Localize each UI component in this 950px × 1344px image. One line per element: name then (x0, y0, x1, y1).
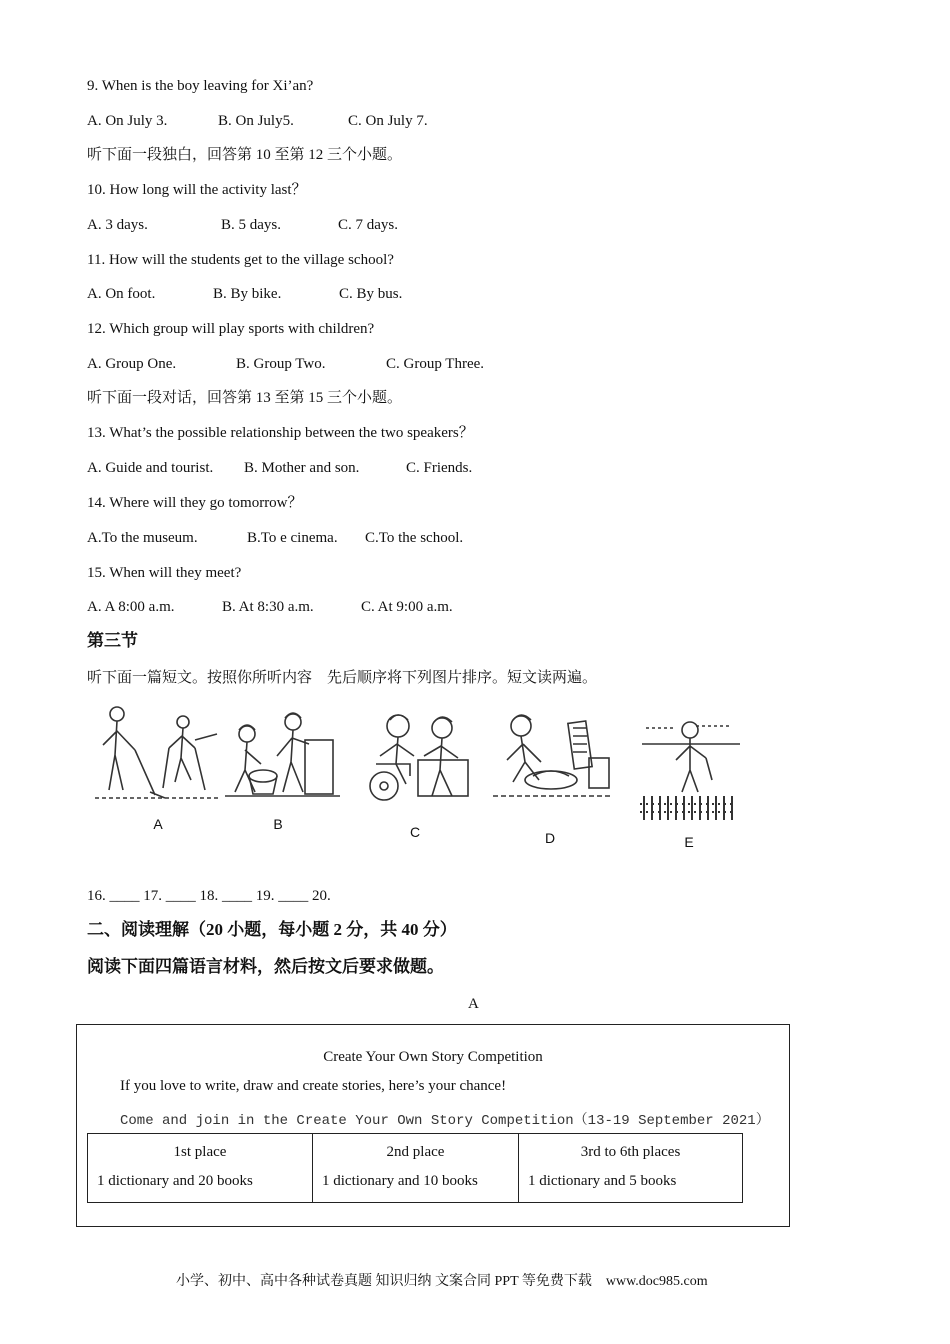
picture-a (95, 700, 220, 860)
picture-b (225, 700, 340, 860)
question-9: 9. When is the boy leaving for Xi’an? (87, 78, 314, 94)
option-9b: B. On July5. (218, 113, 294, 129)
picture-label-a: A (153, 816, 163, 832)
section-instruction: 听下面一篇短文。按照你所听内容 先后顺序将下列图片排序。短文读两遍。 (87, 670, 598, 686)
option-11c: C. By bus. (339, 286, 403, 302)
picture-label-d: D (544, 830, 556, 846)
question-14: 14. Where will they go tomorrow？ (87, 495, 303, 511)
prize-table (87, 1133, 743, 1203)
prize-value: 1 dictionary and 5 books (528, 1173, 677, 1189)
option-11a: A. On foot. (87, 286, 156, 302)
prize-value: 1 dictionary and 10 books (322, 1173, 478, 1189)
picture-label-b: B (273, 816, 283, 832)
question-13: 13. What’s the possible relationship between the two speakers？ (87, 425, 474, 441)
prize-header: 2nd place (386, 1144, 445, 1160)
prize-cell-1st (88, 1134, 313, 1203)
picture-label-e: E (684, 834, 694, 850)
prize-header: 3rd to 6th places (580, 1144, 681, 1160)
instruction-13-15: 听下面一段对话，回答第 13 至第 15 三个小题。 (87, 390, 403, 406)
passage-box (76, 1024, 790, 1227)
option-14a: A.To the museum. (87, 530, 198, 546)
option-13c: C. Friends. (406, 460, 473, 476)
option-14b: B.To e cinema. (247, 530, 338, 546)
question-15: 15. When will they meet? (87, 565, 242, 581)
part2-title: 二、阅读理解（20 小题，每小题 2 分，共 40 分） (87, 920, 457, 939)
passage-label: A (468, 996, 479, 1012)
question-11: 11. How will the students get to the village school? (87, 252, 394, 268)
option-10a: A. 3 days. (87, 217, 148, 233)
option-12c: C. Group Three. (386, 356, 485, 372)
option-10b: B. 5 days. (221, 217, 281, 233)
option-9c: C. On July 7. (348, 113, 428, 129)
passage-intro: If you love to write, draw and create stories, here’s your chance! (120, 1078, 507, 1094)
prize-cell-2nd (313, 1134, 519, 1203)
question-10: 10. How long will the activity last？ (87, 182, 307, 198)
passage-title: Create Your Own Story Competition (323, 1049, 543, 1065)
option-11b: B. By bike. (213, 286, 282, 302)
picture-d (493, 700, 613, 860)
picture-e (636, 700, 746, 860)
question-12: 12. Which group will play sports with children? (87, 321, 375, 337)
prize-value: 1 dictionary and 20 books (97, 1173, 253, 1189)
prize-cell-3rd-6th (519, 1134, 743, 1203)
option-13a: A. Guide and tourist. (87, 460, 214, 476)
option-10c: C. 7 days. (338, 217, 398, 233)
option-12a: A. Group One. (87, 356, 177, 372)
option-12b: B. Group Two. (236, 356, 326, 372)
passage-dates: Come and join in the Create Your Own Story Competition（13-19 September 2021） (120, 1113, 770, 1129)
instruction-10-12: 听下面一段独白，回答第 10 至第 12 三个小题。 (87, 147, 403, 163)
picture-c (362, 700, 472, 860)
page-footer: 小学、初中、高中各种试卷真题 知识归纳 文案合同 PPT 等免费下载 www.doc985.com (176, 1274, 708, 1289)
option-15b: B. At 8:30 a.m. (222, 599, 314, 615)
option-14c: C.To the school. (365, 530, 464, 546)
option-15a: A. A 8:00 a.m. (87, 599, 175, 615)
part2-instruction: 阅读下面四篇语言材料，然后按文后要求做题。 (87, 957, 444, 976)
picture-label-c: C (409, 824, 421, 840)
option-9a: A. On July 3. (87, 113, 168, 129)
option-15c: C. At 9:00 a.m. (361, 599, 453, 615)
section-title: 第三节 (87, 631, 138, 650)
option-13b: B. Mother and son. (244, 460, 360, 476)
prize-header: 1st place (173, 1144, 227, 1160)
answer-blanks: 16. ____ 17. ____ 18. ____ 19. ____ 20. (87, 888, 331, 904)
table-row (88, 1134, 743, 1203)
